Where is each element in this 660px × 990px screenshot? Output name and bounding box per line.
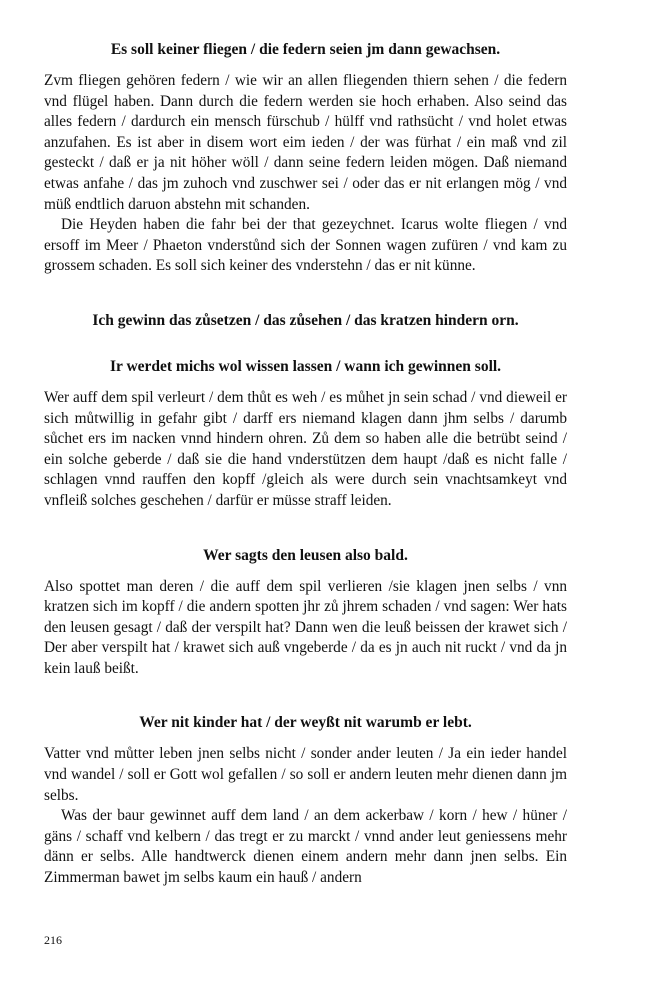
page-body: [44, 40, 567, 889]
paragraph: Also spottet man deren / die auff dem spil verlieren /sie klagen jnen selbs / vnn kratzen sich im kopff / die andern spotten jhr zů jhrem schaden / vnd sagen: Wer hats den leusen gesagt / daß der verspilt hat? Dann wen die leuß beissen der krawet sich / Der aber verspilt hat / krawet sich auß vngeberde / da es jn auch nit ruckt / vnd da jn kein lauß beißt.: [44, 577, 567, 677]
section-heading: Ir werdet michs wol wissen lassen / wann ich gewinnen soll.: [109, 357, 502, 375]
paragraph: Was der baur gewinnet auff dem land / an dem ackerbaw / korn / hew / hüner / gäns / schaff vnd kelbern / das tregt er zu marckt / vnnd ander leut geniessens mehr dänn er selbs. Alle handtwerck dienen einem andern mehr dann jnen selbs. Ein Zimmerman bawet jm selbs kaum ein hauß / andern: [44, 807, 567, 887]
page-number: 216: [44, 933, 62, 947]
paragraph: Zvm fliegen gehören federn / wie wir an allen fliegenden thiern sehen / die federn vnd flügel haben. Dann durch die federn werden sie hoch erhaben. Also seind das alles federn / dardurch ein mensch fürschub / hülff vnd rathsücht / vnd holet etwas anzufahen. Es ist aber in disem wort eim ieden / der was fürhat / ein maß vnd zil gesteckt / daß er ja nit höher wöll / dann seine federn leiden mögen. Daß niemand etwas anfahe / das jm zuhoch vnd zuschwer sei / oder das er nit erlangen mög / vnd müß endtlich daruon abstehn mit schanden.: [44, 72, 567, 213]
section-heading: Ich gewinn das zůsetzen / das zůsehen / das kratzen hindern orn.: [92, 311, 519, 329]
paragraph: Wer auff dem spil verleurt / dem thůt es weh / es můhet jn sein schad / vnd dieweil er sich můtwillig in gefahr gibt / darff ers niemand klagen dann jhm selbs / darumb sůchet ers im nacken vnnd hindern ohren. Zů dem so haben alle die betrübt seind / ein solche geberde / daß sie die hand vnderstützen dem haupt /daß es nicht falle / schlagen vnnd rauffen den kopff /gleich als were durch sein vnachtsamkeyt vnd vnfleiß solches geschehen / darfür er müsse straff leiden.: [44, 388, 567, 509]
section-heading: Wer nit kinder hat / der weyßt nit warumb er lebt.: [139, 714, 472, 732]
paragraph: Die Heyden haben die fahr bei der that gezeychnet. Icarus wolte fliegen / vnd ersoff im Meer / Phaeton vnderstůnd sich der Sonnen wagen zufüren / vnd kam zu grossem schaden. Es soll sich keiner des vnderstehn / das er nit künne.: [44, 216, 567, 275]
section-heading: Es soll keiner fliegen / die federn seien jm dann gewachsen.: [110, 41, 501, 58]
section-heading: Wer sagts den leusen also bald.: [203, 546, 408, 564]
paragraph: Vatter vnd můtter leben jnen selbs nicht / sonder ander leuten / Ja ein ieder handel vnd wandel / soll er Gott wol gefallen / so soll er andern leuten mehr dienen dann jm selbs.: [44, 745, 567, 804]
